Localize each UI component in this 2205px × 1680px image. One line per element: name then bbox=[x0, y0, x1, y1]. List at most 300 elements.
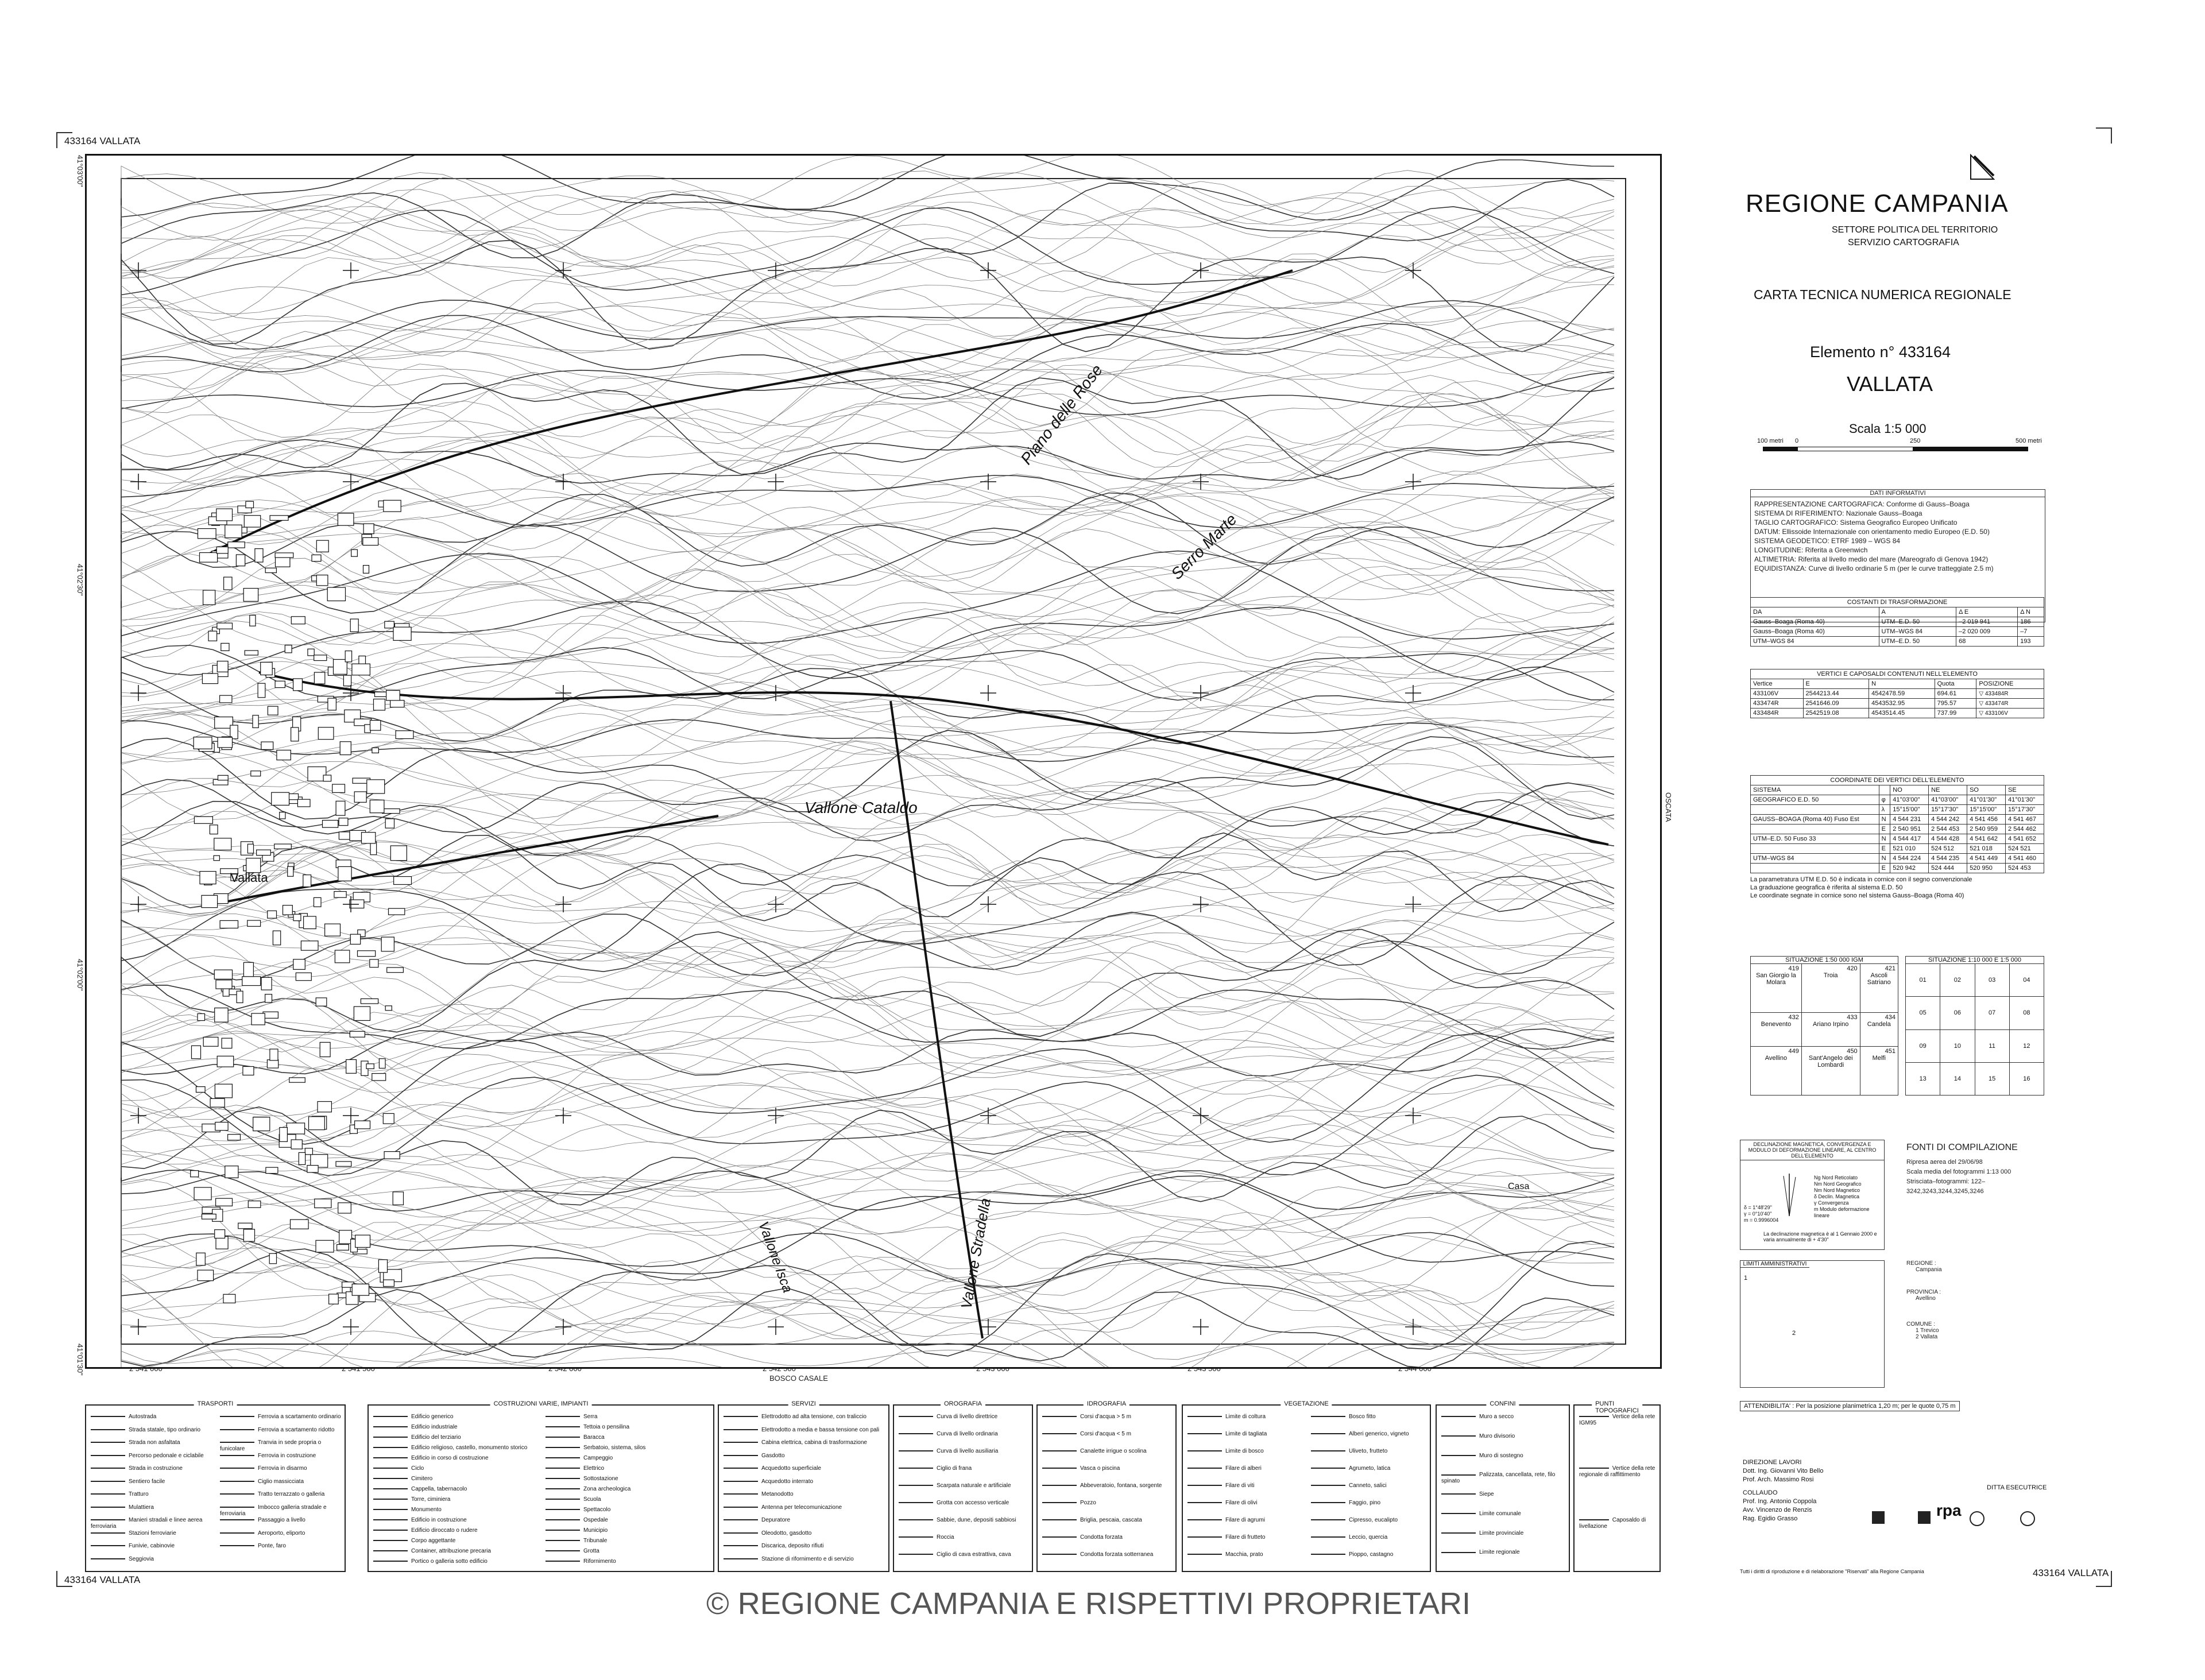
building bbox=[216, 980, 232, 989]
building bbox=[363, 566, 369, 574]
building bbox=[363, 524, 374, 534]
legend-item: Antenna per telecomunicazione bbox=[724, 1504, 885, 1511]
building bbox=[272, 792, 289, 805]
comune-2: 2 Vallata bbox=[1916, 1334, 1938, 1340]
building bbox=[343, 675, 351, 686]
building bbox=[214, 856, 219, 861]
situazione-cell: 13 bbox=[1906, 1062, 1940, 1095]
legend-symbol-icon bbox=[899, 1519, 933, 1520]
building bbox=[358, 951, 376, 957]
table-cell: 433484R bbox=[1751, 709, 1804, 718]
legend-title: VEGETAZIONE bbox=[1281, 1400, 1332, 1407]
building bbox=[325, 924, 341, 936]
legend-symbol-icon bbox=[724, 1545, 758, 1546]
legend-symbol-icon bbox=[1441, 1493, 1476, 1495]
legend-item: Strada non asfaltata bbox=[91, 1439, 212, 1446]
situazione-10000-table bbox=[1905, 963, 2044, 1096]
table-cell: 15°15'00" bbox=[1890, 805, 1929, 815]
table-header-cell: NE bbox=[1929, 785, 1967, 795]
building bbox=[215, 1084, 232, 1098]
table-row bbox=[1751, 627, 2044, 637]
text-line: Rag. Egidio Grasso bbox=[1743, 1515, 1798, 1522]
legend-symbol-icon bbox=[1187, 1433, 1222, 1434]
legend-item: Funivie, cabinovie bbox=[91, 1543, 212, 1549]
table-row bbox=[1751, 617, 2044, 627]
legend-symbol-icon bbox=[546, 1550, 580, 1551]
building bbox=[223, 1294, 235, 1303]
direzione-block bbox=[1743, 1458, 1823, 1523]
table-cell: 186 bbox=[2018, 617, 2044, 627]
legend-item: Filare di frutteto bbox=[1187, 1534, 1303, 1540]
legend-item: Limite di bosco bbox=[1187, 1448, 1303, 1454]
legend-item: Imbocco galleria stradale e ferroviaria bbox=[220, 1504, 327, 1517]
building bbox=[396, 731, 413, 739]
legend-symbol-icon bbox=[1311, 1416, 1345, 1417]
product-title: CARTA TECNICA NUMERICA REGIONALE bbox=[1754, 287, 2011, 302]
legend-symbol-icon bbox=[1579, 1416, 1609, 1417]
declinazione-values bbox=[1744, 1205, 1778, 1224]
table-header-cell: Quota bbox=[1935, 679, 1976, 689]
building bbox=[253, 1117, 270, 1131]
table-row bbox=[1906, 1062, 2044, 1095]
legend-item: Discarica, deposito rifiuti bbox=[724, 1543, 885, 1549]
building bbox=[293, 679, 303, 691]
table-cell: UTM–WGS 84 bbox=[1751, 637, 1879, 647]
situazione-cell: 08 bbox=[2009, 997, 2044, 1029]
legend-symbol-icon bbox=[546, 1519, 580, 1520]
building bbox=[363, 537, 378, 545]
table-cell: UTM–E.D. 50 bbox=[1879, 617, 1956, 627]
building bbox=[329, 1294, 339, 1304]
table-header-cell: POSIZIONE bbox=[1976, 679, 2044, 689]
provincia-value: Avellino bbox=[1916, 1295, 1936, 1302]
legend-symbol-icon bbox=[546, 1499, 580, 1500]
table-cell: 524 512 bbox=[1929, 844, 1967, 854]
legend-title: OROGRAFIA bbox=[941, 1400, 985, 1407]
building bbox=[390, 700, 404, 707]
building bbox=[257, 850, 271, 855]
building bbox=[228, 542, 245, 548]
building bbox=[378, 1260, 387, 1272]
legend-symbol-icon bbox=[373, 1426, 408, 1427]
legend-item: Ferrovia in costruzione bbox=[220, 1453, 341, 1459]
label-vallone-cataldo: Vallone Cataldo bbox=[804, 799, 918, 816]
declinazione-box bbox=[1740, 1140, 1885, 1250]
building bbox=[394, 877, 412, 885]
sector-1: SETTORE POLITICA DEL TERRITORIO bbox=[1832, 225, 1998, 235]
legend-item: Ciglio massicciata bbox=[220, 1478, 341, 1485]
table-cell: 41°03'00" bbox=[1929, 795, 1967, 805]
coordinate-vertici-title: COORDINATE DEI VERTICI DELL'ELEMENTO bbox=[1751, 776, 2044, 785]
building bbox=[336, 801, 345, 815]
situazione-cell: 01 bbox=[1906, 964, 1940, 997]
table-cell: 41°01'30" bbox=[2006, 795, 2044, 805]
building bbox=[245, 651, 258, 655]
legend-item: Limite comunale bbox=[1441, 1511, 1565, 1517]
table-cell: N bbox=[1879, 854, 1890, 864]
table-cell: 4 541 652 bbox=[2006, 834, 2044, 844]
legend-item: Ferrovia in disarmo bbox=[220, 1465, 341, 1472]
building bbox=[332, 784, 345, 792]
building bbox=[338, 513, 354, 525]
building bbox=[316, 540, 328, 552]
table-cell: 4 544 224 bbox=[1890, 854, 1929, 864]
legend-symbol-icon bbox=[91, 1545, 125, 1546]
building bbox=[375, 692, 387, 696]
legend-orografia bbox=[893, 1400, 1033, 1572]
table-cell: 2544213.44 bbox=[1803, 689, 1869, 699]
table-cell: GEOGRAFICO E.D. 50 bbox=[1751, 795, 1879, 805]
table-cell: ▽ 433474R bbox=[1976, 699, 2044, 709]
legend-symbol-icon bbox=[220, 1493, 254, 1495]
legend-symbol-icon bbox=[1441, 1455, 1476, 1456]
table-cell: 4542478.59 bbox=[1869, 689, 1935, 699]
legend-item: Edificio generico bbox=[373, 1414, 537, 1420]
table-cell: ▽ 433484R bbox=[1976, 689, 2044, 699]
text-line: m Modulo deformazione lineare bbox=[1814, 1206, 1870, 1218]
building bbox=[305, 1148, 312, 1155]
building bbox=[246, 501, 254, 508]
geo-left-4: 41°01'30" bbox=[76, 1344, 84, 1376]
legend-item: Strada in costruzione bbox=[91, 1465, 212, 1472]
legend-punti bbox=[1573, 1400, 1661, 1572]
legend-symbol-icon bbox=[1311, 1519, 1345, 1520]
legend-symbol-icon bbox=[546, 1561, 580, 1562]
building bbox=[216, 1198, 233, 1206]
text-line: COLLAUDO bbox=[1743, 1489, 1778, 1496]
building bbox=[308, 649, 314, 656]
legend-symbol-icon bbox=[1187, 1536, 1222, 1538]
legend-item: Limite di coltura bbox=[1187, 1414, 1303, 1420]
building bbox=[285, 645, 292, 653]
table-cell: 4 541 456 bbox=[1967, 815, 2006, 824]
building bbox=[352, 1284, 369, 1295]
table-row bbox=[1751, 815, 2044, 824]
legend-symbol-icon bbox=[724, 1416, 758, 1417]
sheet-label-bottom-right: 433164 VALLATA bbox=[2033, 1567, 2109, 1578]
legend-item: Tranvia in sede propria o funicolare bbox=[220, 1439, 322, 1452]
legend-item: Filare di agrumi bbox=[1187, 1517, 1303, 1523]
building bbox=[293, 959, 305, 970]
legend-symbol-icon bbox=[1187, 1450, 1222, 1451]
legend-item: Scuola bbox=[546, 1496, 710, 1503]
table-cell: 4 541 467 bbox=[2006, 815, 2044, 824]
legend-symbol-icon bbox=[373, 1530, 408, 1531]
legend-symbol-icon bbox=[373, 1540, 408, 1541]
legend-symbol-icon bbox=[1042, 1554, 1077, 1555]
legend-item: Grotta con accesso verticale bbox=[899, 1500, 1028, 1506]
building bbox=[216, 547, 228, 553]
label-serro-marte: Serro Marte bbox=[1167, 510, 1240, 583]
building bbox=[335, 950, 349, 963]
building bbox=[338, 1203, 351, 1213]
label-vallone-isca: Vallone Isca bbox=[755, 1219, 796, 1295]
sheet-label-bottom-left: 433164 VALLATA bbox=[64, 1574, 141, 1585]
building bbox=[312, 555, 321, 561]
building bbox=[261, 662, 273, 675]
table-cell: UTM–E.D. 50 Fuso 33 bbox=[1751, 834, 1879, 844]
building bbox=[320, 1042, 330, 1056]
building bbox=[198, 1014, 205, 1021]
legend-item: Gasdotto bbox=[724, 1453, 885, 1459]
topographic-map[interactable] bbox=[85, 154, 1662, 1369]
text-line: DATUM: Ellissoide Internazionale con orientamento medio Europeo (E.D. 50) bbox=[1754, 528, 1990, 536]
legend-item: Filare di alberi bbox=[1187, 1465, 1303, 1472]
building bbox=[198, 1270, 214, 1281]
legend-item: Manieri stradali e linee aerea ferroviaria bbox=[91, 1517, 203, 1530]
legend-symbol-icon bbox=[373, 1457, 408, 1458]
legend-item: Siepe bbox=[1441, 1491, 1565, 1497]
building bbox=[283, 905, 293, 915]
building bbox=[191, 1171, 199, 1177]
legend-item: Strada statale, tipo ordinario bbox=[91, 1427, 212, 1433]
legend-item: Seggiovia bbox=[91, 1556, 212, 1562]
table-row bbox=[1751, 1047, 1898, 1096]
legend-symbol-icon bbox=[546, 1426, 580, 1427]
legend-symbol-icon bbox=[1042, 1536, 1077, 1538]
limiti-title: LIMITI AMMINISTRATIVI bbox=[1740, 1261, 1809, 1268]
building bbox=[287, 1123, 304, 1134]
building bbox=[299, 1152, 305, 1164]
legend-item: Ferrovia a scartamento ordinario bbox=[220, 1414, 341, 1420]
building bbox=[273, 931, 280, 945]
legend-symbol-icon bbox=[91, 1468, 125, 1469]
text-line: Avv. Vincenzo de Renzis bbox=[1743, 1507, 1812, 1513]
legend-symbol-icon bbox=[220, 1481, 254, 1482]
sheet-name: VALLATA bbox=[1847, 372, 1933, 396]
table-cell: 737.99 bbox=[1935, 709, 1976, 718]
table-header-cell: Vertice bbox=[1751, 679, 1804, 689]
legend-symbol-icon bbox=[899, 1485, 933, 1486]
legend-item: Vertice della rete regionale di raffittimento bbox=[1579, 1465, 1655, 1478]
table-cell bbox=[1751, 844, 1879, 854]
legend-item: Portico o galleria sotto edificio bbox=[373, 1558, 537, 1565]
legend-item: Scarpata naturale e artificiale bbox=[899, 1482, 1028, 1489]
legend-item: Ferrovia a scartamento ridotto bbox=[220, 1427, 341, 1433]
legend-title: IDROGRAFIA bbox=[1084, 1400, 1129, 1407]
regione-value: Campania bbox=[1916, 1267, 1942, 1273]
table-row bbox=[1751, 709, 2044, 718]
building bbox=[339, 832, 350, 839]
legend-symbol-icon bbox=[1187, 1502, 1222, 1503]
table-cell: 41°03'00" bbox=[1890, 795, 1929, 805]
text-line: Strisciata–fotogrammi: 122–3242,3243,3244,3245,3246 bbox=[1906, 1178, 1985, 1195]
building bbox=[225, 525, 242, 537]
legend-item: Cipresso, eucalipto bbox=[1311, 1517, 1426, 1523]
building bbox=[247, 844, 253, 853]
dati-title: DATI INFORMATIVI bbox=[1751, 490, 2045, 497]
legend-item: Sentiero facile bbox=[91, 1478, 212, 1485]
legend-item: Acquedotto interrato bbox=[724, 1478, 885, 1485]
building bbox=[366, 1064, 374, 1069]
building bbox=[389, 908, 405, 915]
building bbox=[210, 825, 218, 834]
legend-item: Edificio in corso di costruzione bbox=[373, 1455, 537, 1461]
situazione-cell: 14 bbox=[1940, 1062, 1975, 1095]
table-row bbox=[1751, 854, 2044, 864]
building bbox=[315, 1199, 331, 1207]
building bbox=[350, 1031, 365, 1037]
building bbox=[194, 816, 212, 823]
legend-item: Oleodotto, gasdotto bbox=[724, 1530, 885, 1536]
legend-symbol-icon bbox=[220, 1519, 254, 1520]
legend-idrografia bbox=[1036, 1400, 1177, 1572]
fonti-title: FONTI DI COMPILAZIONE bbox=[1906, 1143, 2018, 1152]
legend-item: Percorso pedonale e ciclabile bbox=[91, 1453, 212, 1459]
situazione-cell: 04 bbox=[2009, 964, 2044, 997]
table-row bbox=[1751, 964, 1898, 1013]
table-cell: E bbox=[1879, 864, 1890, 873]
situazione-cell: 433 Ariano Irpino bbox=[1801, 1012, 1860, 1047]
table-row bbox=[1751, 834, 2044, 844]
legend-item: Spettacolo bbox=[546, 1507, 710, 1513]
table-cell: E bbox=[1879, 824, 1890, 834]
legend-item: Stazione di rifornimento e di servizio bbox=[724, 1556, 885, 1562]
table-cell: 4 541 449 bbox=[1967, 854, 2006, 864]
element-number: Elemento n° 433164 bbox=[1810, 343, 1951, 361]
legend-symbol-icon bbox=[373, 1561, 408, 1562]
legend-item: Campeggio bbox=[546, 1455, 710, 1461]
table-cell: 524 521 bbox=[2006, 844, 2044, 854]
building bbox=[291, 1220, 309, 1229]
building bbox=[309, 1117, 325, 1130]
table-header-cell: SISTEMA bbox=[1751, 785, 1879, 795]
building bbox=[263, 1012, 278, 1018]
geo-left-2: 41°02'30" bbox=[76, 564, 84, 596]
legend-item: Edificio religioso, castello, monumento storico bbox=[373, 1445, 537, 1451]
scale-bar bbox=[1763, 447, 2028, 451]
legend-item: Torre, ciminiera bbox=[373, 1496, 537, 1503]
legend-symbol-icon bbox=[1042, 1450, 1077, 1451]
legend-symbol-icon bbox=[1441, 1435, 1476, 1437]
legend-symbol-icon bbox=[91, 1558, 125, 1559]
scale-tick-2: 0 bbox=[1795, 438, 1799, 444]
legend-symbol-icon bbox=[546, 1447, 580, 1448]
legend-symbol-icon bbox=[724, 1429, 758, 1430]
table-header-cell: A bbox=[1879, 607, 1956, 617]
situazione-cell: 451 Melfi bbox=[1860, 1047, 1898, 1096]
table-cell: –7 bbox=[2018, 627, 2044, 637]
legend-item: Briglia, pescaia, cascata bbox=[1042, 1517, 1172, 1523]
provincia-label: PROVINCIA : bbox=[1906, 1289, 1941, 1295]
text-line: LONGITUDINE: Riferita a Greenwich bbox=[1754, 546, 1868, 554]
legend-symbol-icon bbox=[1187, 1416, 1222, 1417]
region-logo-icon bbox=[1970, 154, 1995, 180]
table-cell: Gauss–Boaga (Roma 40) bbox=[1751, 617, 1879, 627]
legend-item: Ciglio di cava estrattiva, cava bbox=[899, 1551, 1028, 1558]
situazione-cell: 06 bbox=[1940, 997, 1975, 1029]
legend-title: CONFINI bbox=[1486, 1400, 1519, 1407]
text-line: EQUIDISTANZA: Curve di livello ordinarie 5 m (per le curve tratteggiate 2.5 m) bbox=[1754, 564, 1994, 572]
scale-tick-3: 250 bbox=[1910, 438, 1921, 444]
legend-symbol-icon bbox=[1311, 1554, 1345, 1555]
situazione-cell: 12 bbox=[2009, 1029, 2044, 1062]
table-cell: 4 544 417 bbox=[1890, 834, 1929, 844]
building bbox=[220, 920, 238, 928]
vertici-box bbox=[1750, 669, 2044, 718]
situazione-cell: 07 bbox=[1975, 997, 2009, 1029]
text-line: RAPPRESENTAZIONE CARTOGRAFICA: Conforme di Gauss–Boaga bbox=[1754, 500, 1970, 508]
costanti-rows bbox=[1751, 617, 2044, 647]
table-header-cell: E bbox=[1803, 679, 1869, 689]
legend-item: Tratturo bbox=[91, 1491, 212, 1497]
building bbox=[303, 875, 311, 887]
legend-symbol-icon bbox=[1042, 1433, 1077, 1434]
legend-symbol-icon bbox=[1441, 1513, 1476, 1514]
building bbox=[270, 1049, 278, 1060]
legend-item: Municipio bbox=[546, 1527, 710, 1534]
building bbox=[370, 800, 384, 812]
building bbox=[350, 619, 358, 632]
building bbox=[215, 1230, 225, 1238]
legend-item: Condotta forzata sotterranea bbox=[1042, 1551, 1172, 1558]
legend-symbol-icon bbox=[220, 1416, 254, 1417]
table-header-cell: Δ E bbox=[1956, 607, 2018, 617]
situazione-10000-box bbox=[1905, 956, 2044, 1096]
building bbox=[291, 1140, 302, 1149]
situazione-cell: 10 bbox=[1940, 1029, 1975, 1062]
legend-item: Muro a secco bbox=[1441, 1414, 1565, 1420]
building bbox=[265, 568, 276, 572]
building bbox=[251, 771, 261, 776]
legend-symbol-icon bbox=[91, 1493, 125, 1495]
legend-item: Corsi d'acqua < 5 m bbox=[1042, 1431, 1172, 1437]
label-casa: Casa bbox=[1508, 1182, 1530, 1191]
legend-symbol-icon bbox=[373, 1468, 408, 1469]
table-cell: 795.57 bbox=[1935, 699, 1976, 709]
legend-title: SERVIZI bbox=[788, 1400, 819, 1407]
table-cell: 4 544 231 bbox=[1890, 815, 1929, 824]
geo-left-1: 41°03'00" bbox=[76, 155, 84, 187]
legend-symbol-icon bbox=[1579, 1519, 1609, 1520]
situazione-cell: 05 bbox=[1906, 997, 1940, 1029]
legend-item: Limite regionale bbox=[1441, 1549, 1565, 1555]
building bbox=[293, 914, 301, 920]
building bbox=[252, 1013, 265, 1025]
text-line: Nm Nord Geografico bbox=[1814, 1181, 1862, 1187]
building bbox=[202, 1214, 216, 1220]
legend-item: Metanodotto bbox=[724, 1491, 885, 1497]
table-cell: 2 544 462 bbox=[2006, 824, 2044, 834]
building bbox=[202, 673, 218, 684]
dati-lines bbox=[1751, 497, 2045, 575]
legend-item: Zona archeologica bbox=[546, 1486, 710, 1492]
building bbox=[361, 999, 378, 1004]
building bbox=[224, 577, 232, 590]
situazione-cell: 450 Sant'Angelo dei Lombardi bbox=[1801, 1047, 1860, 1096]
legend-symbol-icon bbox=[91, 1442, 125, 1443]
text-line: Ng Nord Reticolato bbox=[1814, 1175, 1858, 1180]
legend-symbol-icon bbox=[373, 1488, 408, 1489]
legend-item: Elettrodotto ad alta tensione, con traliccio bbox=[724, 1414, 885, 1420]
table-cell: UTM–WGS 84 bbox=[1751, 854, 1879, 864]
building bbox=[238, 1223, 252, 1229]
legend-item: Sabbie, dune, depositi sabbiosi bbox=[899, 1517, 1028, 1523]
text-line: DIREZIONE LAVORI bbox=[1743, 1459, 1802, 1466]
neighbor-right: OSCATA bbox=[1664, 792, 1673, 822]
vertici-title: VERTICI E CAPOSALDI CONTENUTI NELL'ELEMENTO bbox=[1751, 669, 2044, 679]
legend-confini bbox=[1436, 1400, 1570, 1572]
building bbox=[384, 500, 401, 512]
legend-symbol-icon bbox=[899, 1468, 933, 1469]
building bbox=[266, 1167, 278, 1173]
legend-symbol-icon bbox=[1042, 1502, 1077, 1503]
table-cell: 2 540 951 bbox=[1890, 824, 1929, 834]
building bbox=[200, 553, 218, 563]
building bbox=[269, 1253, 276, 1264]
limiti-info bbox=[1906, 1260, 1942, 1340]
building bbox=[314, 897, 322, 907]
